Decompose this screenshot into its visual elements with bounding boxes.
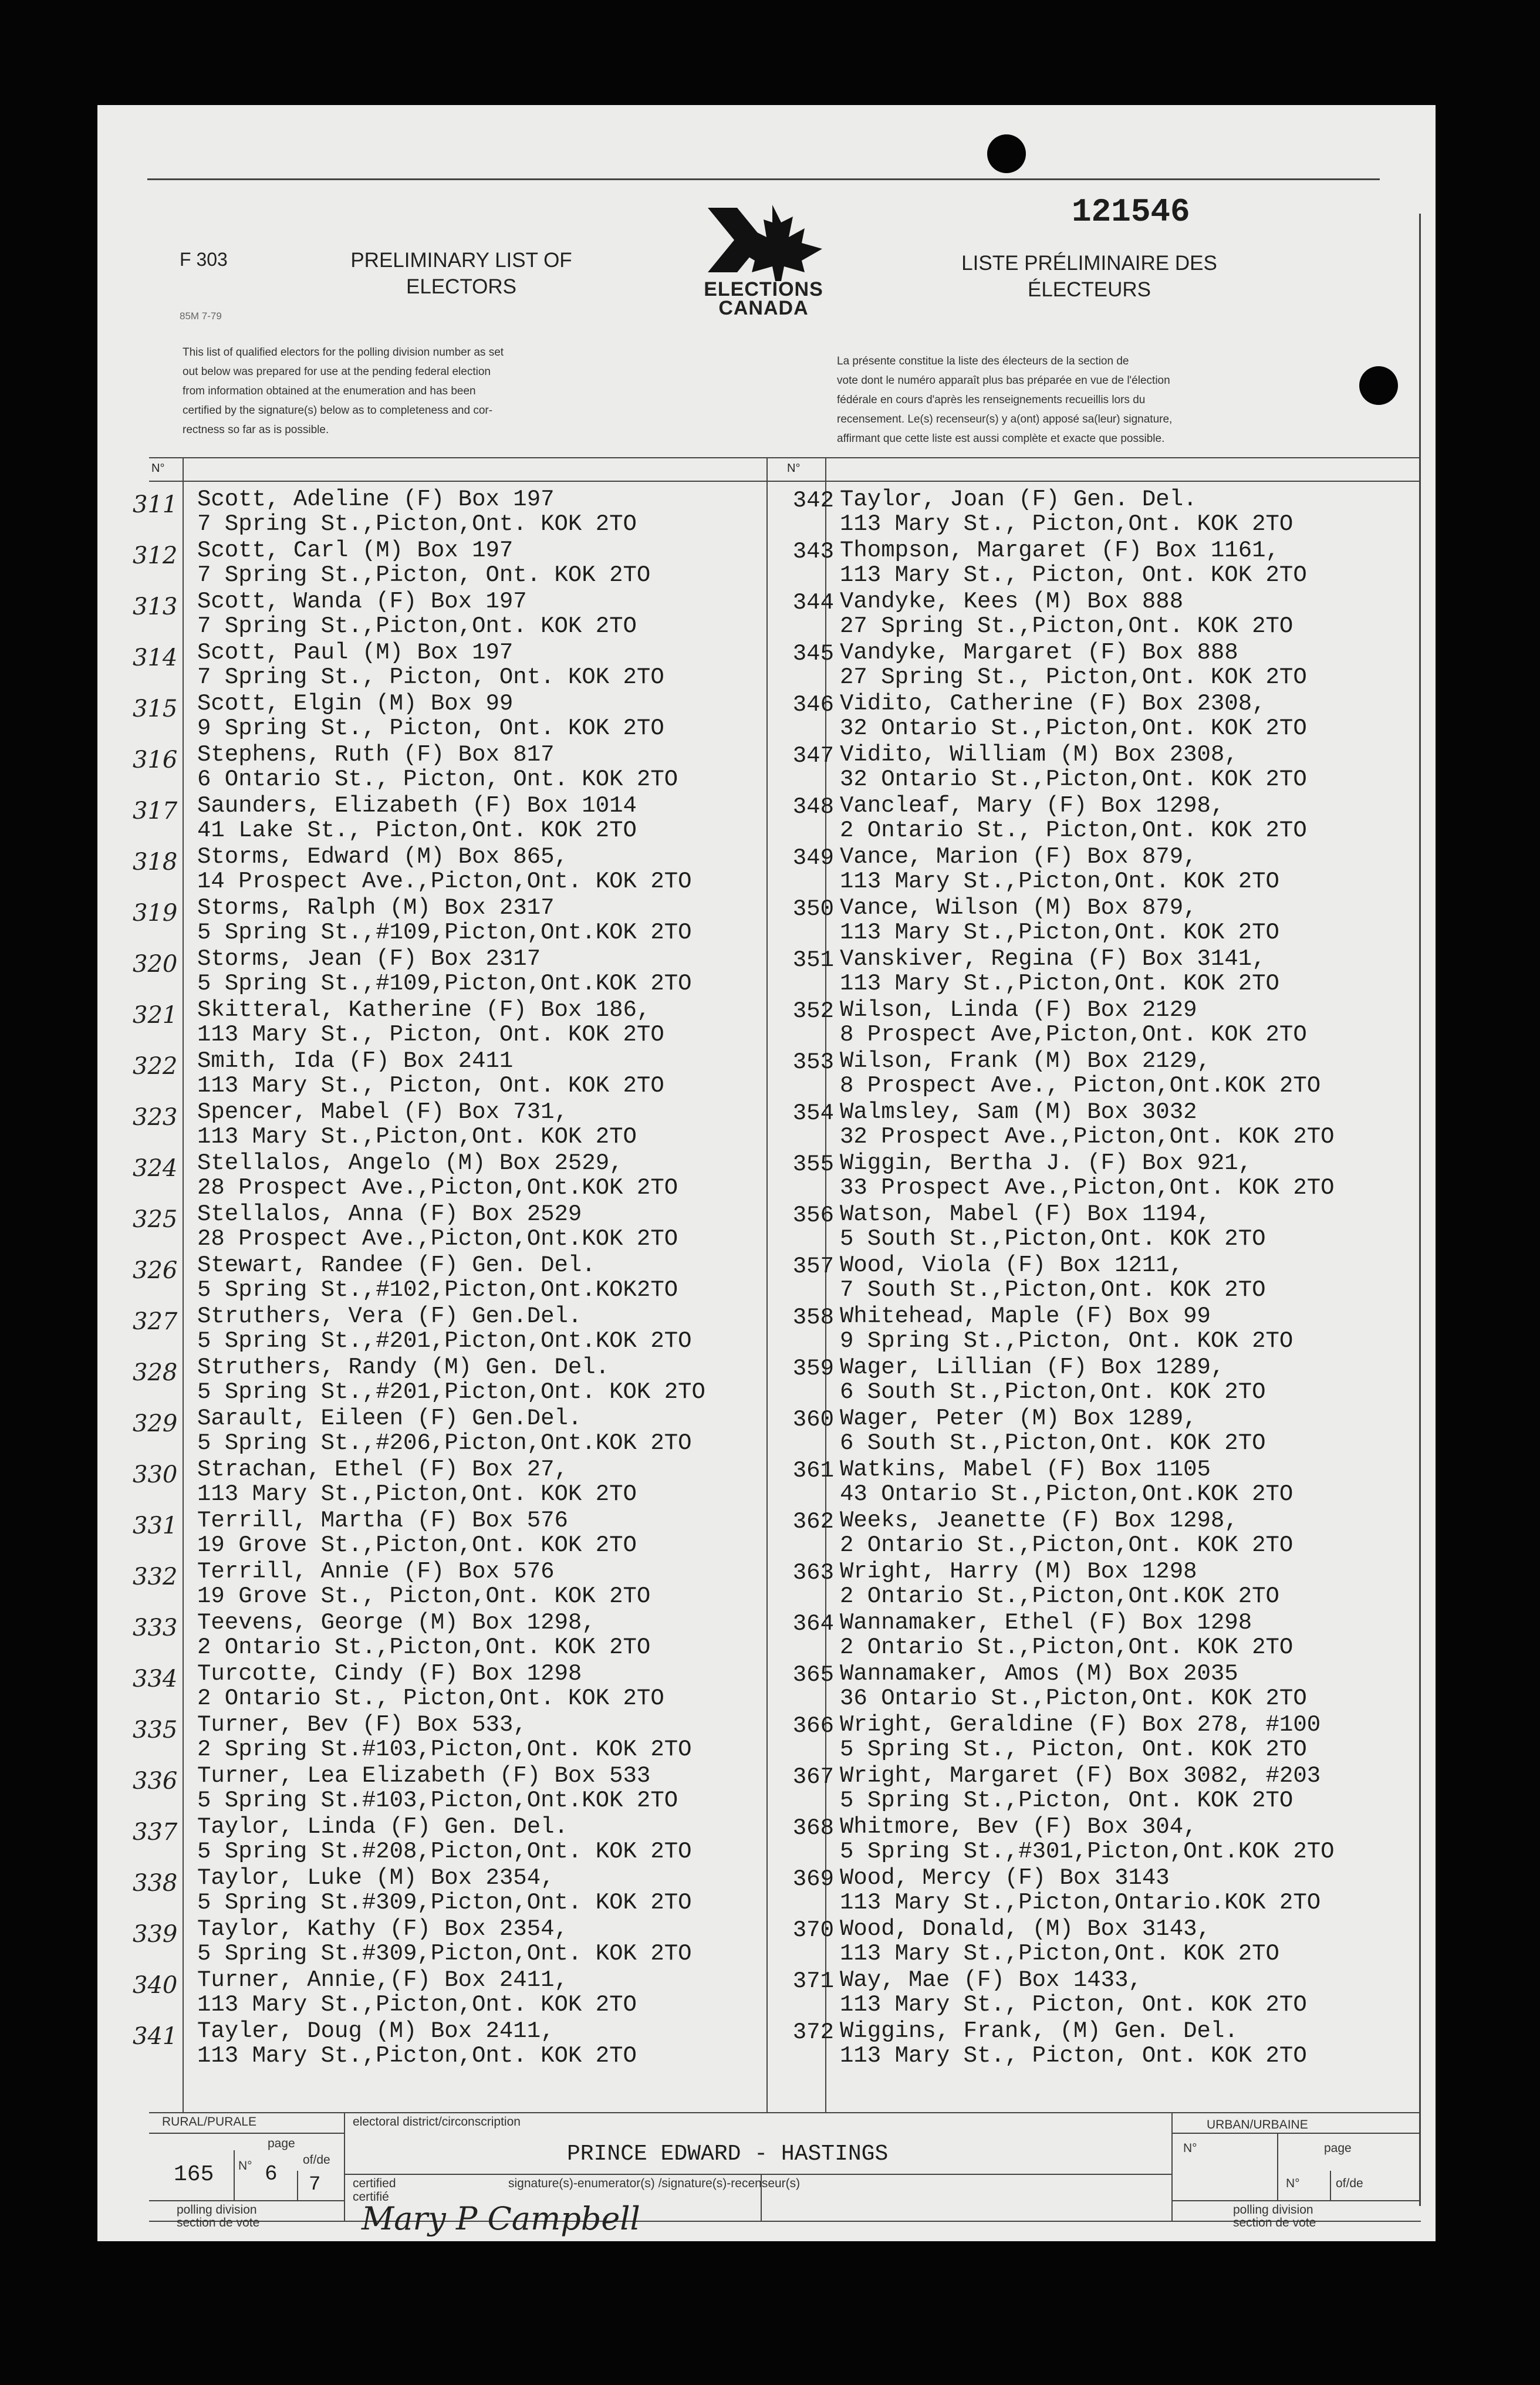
elector-address: 27 Spring St., Picton,Ont. KOK 2TO bbox=[840, 664, 1307, 690]
elector-name: Scott, Carl (M) Box 197 bbox=[197, 538, 514, 563]
footer-bottom-rule bbox=[149, 2221, 1421, 2222]
entry-number: 334 bbox=[133, 1666, 178, 1693]
elector-name: Stellalos, Angelo (M) Box 2529, bbox=[197, 1150, 623, 1176]
signature-label: signature(s)-enumerator(s) /signature(s)-recenseur(s) bbox=[508, 2177, 801, 2190]
entry-number: 347 bbox=[792, 743, 834, 769]
page-number: 6 bbox=[265, 2162, 278, 2186]
form-sub-code: 85M 7-79 bbox=[180, 310, 222, 322]
elector-address: 113 Mary St.,Picton,Ont. KOK 2TO bbox=[840, 971, 1279, 996]
elector-address: 2 Ontario St.,Picton,Ont.KOK 2TO bbox=[840, 1583, 1279, 1609]
footer-left-col2 bbox=[297, 2171, 298, 2200]
urban-of-label: of/de bbox=[1336, 2177, 1363, 2190]
elector-address: 28 Prospect Ave.,Picton,Ont.KOK 2TO bbox=[197, 1175, 678, 1201]
entry-number: 332 bbox=[133, 1563, 178, 1590]
footer-urban-row2 bbox=[1171, 2200, 1421, 2201]
elector-name: Turner, Bev (F) Box 533, bbox=[197, 1712, 527, 1738]
elector-address: 7 South St.,Picton,Ont. KOK 2TO bbox=[840, 1277, 1266, 1303]
elector-address: 113 Mary St., Picton, Ont. KOK 2TO bbox=[197, 1073, 664, 1099]
entry-number: 338 bbox=[133, 1870, 178, 1897]
elector-address: 41 Lake St., Picton,Ont. KOK 2TO bbox=[197, 817, 637, 843]
entry-number: 349 bbox=[792, 845, 834, 871]
intro-english bbox=[183, 343, 722, 440]
document-number: 121546 bbox=[1072, 193, 1190, 231]
elector-name: Struthers, Randy (M) Gen. Del. bbox=[197, 1354, 610, 1380]
urban-page-label: page bbox=[1324, 2141, 1352, 2155]
entry-number: 316 bbox=[133, 746, 178, 773]
entry-number: 312 bbox=[133, 542, 178, 569]
entry-number: 325 bbox=[133, 1206, 178, 1233]
intro-fr-line: La présente constitue la liste des électeurs de la section de bbox=[837, 355, 1129, 367]
elector-address: 5 Spring St., Picton, Ont. KOK 2TO bbox=[840, 1737, 1307, 1762]
elector-address: 2 Spring St.#103,Picton,Ont. KOK 2TO bbox=[197, 1737, 692, 1762]
district-label: electoral district/circonscription bbox=[353, 2115, 521, 2129]
entry-number: 359 bbox=[792, 1356, 834, 1381]
entry-number: 326 bbox=[133, 1257, 178, 1284]
footer-left-row1 bbox=[149, 2133, 344, 2134]
elections-canada-logo bbox=[684, 196, 843, 325]
elector-name: Turner, Annie,(F) Box 2411, bbox=[197, 1967, 568, 1993]
elector-address: 113 Mary St.,Picton,Ont. KOK 2TO bbox=[840, 1941, 1279, 1967]
elector-address: 5 Spring St.#103,Picton,Ont.KOK 2TO bbox=[197, 1788, 678, 1813]
entry-number: 356 bbox=[792, 1202, 834, 1228]
elector-name: Wilson, Linda (F) Box 2129 bbox=[840, 997, 1197, 1023]
elector-address: 113 Mary St., Picton, Ont. KOK 2TO bbox=[840, 1992, 1307, 2018]
elector-name: Weeks, Jeanette (F) Box 1298, bbox=[840, 1508, 1238, 1533]
entry-number: 368 bbox=[792, 1815, 834, 1841]
page-number-label: N° bbox=[238, 2159, 252, 2173]
elector-name: Storms, Ralph (M) Box 2317 bbox=[197, 895, 555, 921]
elector-address: 113 Mary St.,Picton,Ontario.KOK 2TO bbox=[840, 1890, 1321, 1916]
elector-name: Stewart, Randee (F) Gen. Del. bbox=[197, 1252, 596, 1278]
elector-address: 5 Spring St.#309,Picton,Ont. KOK 2TO bbox=[197, 1941, 692, 1967]
elector-name: Storms, Jean (F) Box 2317 bbox=[197, 946, 541, 972]
entry-number: 329 bbox=[133, 1410, 178, 1437]
urban-polling-label-en: polling division bbox=[1233, 2203, 1313, 2217]
footer-urban-col2 bbox=[1330, 2171, 1331, 2200]
intro-en-line: from information obtained at the enumeration and has been bbox=[183, 385, 476, 397]
entry-number: 320 bbox=[133, 951, 178, 978]
elector-name: Saunders, Elizabeth (F) Box 1014 bbox=[197, 793, 637, 819]
entry-number: 357 bbox=[792, 1254, 834, 1279]
elector-address: 113 Mary St.,Picton,Ont. KOK 2TO bbox=[197, 1481, 637, 1507]
entry-number: 352 bbox=[792, 998, 834, 1024]
elector-name: Vandyke, Kees (M) Box 888 bbox=[840, 589, 1184, 614]
entry-number: 314 bbox=[133, 644, 178, 671]
entry-number: 335 bbox=[133, 1717, 178, 1744]
elector-address: 2 Ontario St., Picton,Ont. KOK 2TO bbox=[840, 817, 1307, 843]
elector-address: 113 Mary St.,Picton,Ont. KOK 2TO bbox=[197, 1124, 637, 1150]
entry-number: 367 bbox=[792, 1764, 834, 1790]
title-fr-line2: ÉLECTEURS bbox=[1027, 278, 1151, 301]
elector-name: Sarault, Eileen (F) Gen.Del. bbox=[197, 1406, 582, 1431]
elector-address: 5 South St.,Picton,Ont. KOK 2TO bbox=[840, 1226, 1266, 1252]
entry-number: 336 bbox=[133, 1768, 178, 1795]
entry-number: 337 bbox=[133, 1819, 178, 1846]
elector-name: Stellalos, Anna (F) Box 2529 bbox=[197, 1201, 582, 1227]
polling-number: 165 bbox=[174, 2162, 214, 2187]
elector-name: Taylor, Kathy (F) Box 2354, bbox=[197, 1916, 568, 1942]
logo-text-canada: CANADA bbox=[718, 297, 809, 319]
elector-name: Stephens, Ruth (F) Box 817 bbox=[197, 742, 555, 768]
entry-number: 322 bbox=[133, 1053, 178, 1080]
elector-address: 28 Prospect Ave.,Picton,Ont.KOK 2TO bbox=[197, 1226, 678, 1252]
entry-number: 341 bbox=[133, 2023, 178, 2050]
entry-number: 321 bbox=[133, 1002, 178, 1029]
entry-number: 363 bbox=[792, 1560, 834, 1586]
elector-name: Vandyke, Margaret (F) Box 888 bbox=[840, 640, 1238, 665]
title-fr-line1: LISTE PRÉLIMINAIRE DES bbox=[961, 252, 1217, 275]
elector-name: Walmsley, Sam (M) Box 3032 bbox=[840, 1099, 1197, 1125]
elector-address: 7 Spring St.,Picton, Ont. KOK 2TO bbox=[197, 562, 651, 588]
footer-urban-box-left bbox=[1171, 2112, 1173, 2221]
elector-name: Terrill, Annie (F) Box 576 bbox=[197, 1559, 555, 1585]
entry-number: 339 bbox=[133, 1921, 178, 1948]
entry-number: 340 bbox=[133, 1972, 178, 1999]
elector-name: Wood, Viola (F) Box 1211, bbox=[840, 1252, 1184, 1278]
elector-address: 113 Mary St., Picton, Ont. KOK 2TO bbox=[840, 2043, 1307, 2069]
elector-address: 5 Spring St.#208,Picton,Ont. KOK 2TO bbox=[197, 1839, 692, 1864]
column-header-left: N° bbox=[151, 462, 165, 475]
elector-name: Vanskiver, Regina (F) Box 3141, bbox=[840, 946, 1266, 972]
entry-number: 350 bbox=[792, 896, 834, 922]
elector-address: 113 Mary St., Picton,Ont. KOK 2TO bbox=[840, 511, 1294, 537]
elector-name: Vidito, William (M) Box 2308, bbox=[840, 742, 1238, 768]
enumerator-signature: Mary P Campbell bbox=[362, 2200, 640, 2237]
elector-name: Whitehead, Maple (F) Box 99 bbox=[840, 1303, 1211, 1329]
elector-address: 27 Spring St.,Picton,Ont. KOK 2TO bbox=[840, 613, 1294, 639]
urban-polling-label-fr: section de vote bbox=[1233, 2216, 1316, 2229]
entry-number: 318 bbox=[133, 849, 178, 876]
intro-en-line: certified by the signature(s) below as to completeness and cor- bbox=[183, 404, 493, 417]
elector-address: 5 Spring St.,#109,Picton,Ont.KOK 2TO bbox=[197, 971, 692, 996]
elector-name: Vancleaf, Mary (F) Box 1298, bbox=[840, 793, 1225, 819]
table-top-rule bbox=[149, 457, 1421, 458]
entry-number: 371 bbox=[792, 1968, 834, 1994]
intro-fr-line: vote dont le numéro apparaît plus bas préparée en vue de l'élection bbox=[837, 374, 1170, 387]
footer-left-col bbox=[234, 2150, 235, 2200]
entry-number: 351 bbox=[792, 947, 834, 973]
entry-number: 366 bbox=[792, 1713, 834, 1739]
intro-en-line: out below was prepared for use at the pending federal election bbox=[183, 366, 491, 378]
elector-name: Wiggin, Bertha J. (F) Box 921, bbox=[840, 1150, 1252, 1176]
entry-number: 313 bbox=[133, 593, 178, 620]
elector-name: Wright, Harry (M) Box 1298 bbox=[840, 1559, 1197, 1585]
entry-number: 369 bbox=[792, 1866, 834, 1892]
certified-label-fr: certifié bbox=[353, 2190, 389, 2204]
entry-number: 360 bbox=[792, 1407, 834, 1433]
elector-address: 5 Spring St.,#102,Picton,Ont.KOK2TO bbox=[197, 1277, 678, 1303]
elector-name: Spencer, Mabel (F) Box 731, bbox=[197, 1099, 568, 1125]
entry-number: 323 bbox=[133, 1104, 178, 1131]
elector-address: 5 Spring St.,#109,Picton,Ont.KOK 2TO bbox=[197, 920, 692, 945]
page-total: 7 bbox=[309, 2174, 321, 2196]
elector-address: 7 Spring St.,Picton,Ont. KOK 2TO bbox=[197, 613, 637, 639]
elector-address: 9 Spring St.,Picton, Ont. KOK 2TO bbox=[840, 1328, 1294, 1354]
elector-address: 9 Spring St., Picton, Ont. KOK 2TO bbox=[197, 715, 664, 741]
right-frame bbox=[1419, 214, 1421, 2206]
footer-district-rule bbox=[344, 2174, 1171, 2175]
elector-address: 2 Ontario St.,Picton,Ont. KOK 2TO bbox=[840, 1634, 1294, 1660]
form-sheet bbox=[97, 105, 1436, 2241]
elector-address: 7 Spring St.,Picton,Ont. KOK 2TO bbox=[197, 511, 637, 537]
elector-name: Wood, Mercy (F) Box 3143 bbox=[840, 1865, 1170, 1891]
elector-name: Turner, Lea Elizabeth (F) Box 533 bbox=[197, 1763, 651, 1789]
elector-address: 5 Spring St.,#201,Picton,Ont.KOK 2TO bbox=[197, 1328, 692, 1354]
elector-address: 32 Prospect Ave.,Picton,Ont. KOK 2TO bbox=[840, 1124, 1335, 1150]
entry-number: 317 bbox=[133, 798, 178, 825]
entry-number: 346 bbox=[792, 692, 834, 718]
elector-name: Thompson, Margaret (F) Box 1161, bbox=[840, 538, 1279, 563]
entry-number: 370 bbox=[792, 1917, 834, 1943]
elector-address: 7 Spring St., Picton, Ont. KOK 2TO bbox=[197, 664, 664, 690]
entry-number: 355 bbox=[792, 1151, 834, 1177]
entry-number: 358 bbox=[792, 1305, 834, 1330]
elector-name: Wood, Donald, (M) Box 3143, bbox=[840, 1916, 1211, 1942]
elector-address: 2 Ontario St.,Picton,Ont. KOK 2TO bbox=[840, 1532, 1294, 1558]
entry-number: 372 bbox=[792, 2019, 834, 2045]
elector-address: 113 Mary St.,Picton,Ont. KOK 2TO bbox=[840, 920, 1279, 945]
entry-number: 362 bbox=[792, 1509, 834, 1535]
elector-name: Wager, Lillian (F) Box 1289, bbox=[840, 1354, 1225, 1380]
title-en-line1: PRELIMINARY LIST OF bbox=[350, 249, 572, 272]
elector-address: 113 Mary St.,Picton,Ont. KOK 2TO bbox=[840, 869, 1279, 894]
entry-number: 327 bbox=[133, 1308, 178, 1335]
elector-address: 113 Mary St., Picton, Ont. KOK 2TO bbox=[197, 1022, 664, 1048]
rural-label: RURAL/PURALE bbox=[162, 2115, 257, 2129]
intro-en-line: rectness so far as is possible. bbox=[183, 424, 329, 436]
elector-address: 19 Grove St.,Picton,Ont. KOK 2TO bbox=[197, 1532, 637, 1558]
elector-name: Way, Mae (F) Box 1433, bbox=[840, 1967, 1142, 1993]
footer-left-row2 bbox=[149, 2200, 344, 2201]
entry-number: 324 bbox=[133, 1155, 178, 1182]
entry-number: 353 bbox=[792, 1049, 834, 1075]
intro-fr-line: fédérale en cours d'après les renseignements recueillis lors du bbox=[837, 394, 1146, 406]
top-rule bbox=[147, 178, 1380, 180]
urban-no-label: N° bbox=[1183, 2141, 1197, 2155]
elector-name: Skitteral, Katherine (F) Box 186, bbox=[197, 997, 651, 1023]
entry-number: 330 bbox=[133, 1461, 178, 1488]
form-code: F 303 bbox=[180, 249, 228, 270]
elector-name: Taylor, Linda (F) Gen. Del. bbox=[197, 1814, 568, 1840]
entry-number: 345 bbox=[792, 641, 834, 667]
footer-top-rule bbox=[149, 2112, 1421, 2113]
urban-label: URBAN/URBAINE bbox=[1207, 2118, 1308, 2131]
footer-urban-row1 bbox=[1171, 2133, 1421, 2134]
elector-address: 6 South St.,Picton,Ont. KOK 2TO bbox=[840, 1430, 1266, 1456]
intro-french bbox=[837, 352, 1371, 448]
entry-number: 361 bbox=[792, 1458, 834, 1484]
elector-address: 33 Prospect Ave.,Picton,Ont. KOK 2TO bbox=[840, 1175, 1335, 1201]
rural-page-label: page bbox=[268, 2137, 295, 2150]
punch-hole-top bbox=[987, 134, 1026, 173]
elector-address: 8 Prospect Ave., Picton,Ont.KOK 2TO bbox=[840, 1073, 1321, 1099]
footer-left-box-right bbox=[344, 2112, 345, 2221]
elector-name: Wilson, Frank (M) Box 2129, bbox=[840, 1048, 1211, 1074]
elector-address: 32 Ontario St.,Picton,Ont. KOK 2TO bbox=[840, 766, 1307, 792]
intro-fr-line: recensement. Le(s) recenseur(s) y a(ont) apposé sa(leur) signature, bbox=[837, 413, 1173, 425]
entry-number: 343 bbox=[792, 539, 834, 565]
entry-number: 348 bbox=[792, 794, 834, 820]
entry-number: 364 bbox=[792, 1611, 834, 1637]
left-number-divider bbox=[183, 457, 184, 2112]
elector-address: 5 Spring St.,#201,Picton,Ont. KOK 2TO bbox=[197, 1379, 705, 1405]
elector-name: Watkins, Mabel (F) Box 1105 bbox=[840, 1457, 1211, 1482]
intro-fr-line: affirmant que cette liste est aussi complète et exacte que possible. bbox=[837, 433, 1165, 445]
elector-name: Wager, Peter (M) Box 1289, bbox=[840, 1406, 1197, 1431]
elector-name: Wright, Geraldine (F) Box 278, #100 bbox=[840, 1712, 1321, 1738]
entry-number: 319 bbox=[133, 900, 178, 927]
elector-name: Watson, Mabel (F) Box 1194, bbox=[840, 1201, 1211, 1227]
elector-name: Wiggins, Frank, (M) Gen. Del. bbox=[840, 2018, 1238, 2044]
elector-address: 6 South St.,Picton,Ont. KOK 2TO bbox=[840, 1379, 1266, 1405]
title-en-line2: ELECTORS bbox=[406, 275, 517, 298]
entry-number: 311 bbox=[133, 491, 178, 518]
elector-address: 14 Prospect Ave.,Picton,Ont. KOK 2TO bbox=[197, 869, 692, 894]
column-header-right: N° bbox=[787, 462, 801, 475]
elector-address: 19 Grove St., Picton,Ont. KOK 2TO bbox=[197, 1583, 651, 1609]
elector-name: Smith, Ida (F) Box 2411 bbox=[197, 1048, 514, 1074]
elector-address: 43 Ontario St.,Picton,Ont.KOK 2TO bbox=[840, 1481, 1294, 1507]
entry-number: 333 bbox=[133, 1614, 178, 1641]
polling-division-label-fr: section de vote bbox=[177, 2216, 260, 2229]
entry-number: 354 bbox=[792, 1100, 834, 1126]
elector-name: Taylor, Joan (F) Gen. Del. bbox=[840, 487, 1197, 512]
elector-name: Strachan, Ethel (F) Box 27, bbox=[197, 1457, 568, 1482]
entry-number: 365 bbox=[792, 1662, 834, 1688]
elector-name: Teevens, George (M) Box 1298, bbox=[197, 1610, 596, 1636]
elector-name: Vidito, Catherine (F) Box 2308, bbox=[840, 691, 1266, 717]
elector-name: Vance, Wilson (M) Box 879, bbox=[840, 895, 1197, 921]
elector-address: 32 Ontario St.,Picton,Ont. KOK 2TO bbox=[840, 715, 1307, 741]
elector-name: Scott, Paul (M) Box 197 bbox=[197, 640, 514, 665]
elector-address: 113 Mary St., Picton, Ont. KOK 2TO bbox=[840, 562, 1307, 588]
entry-number: 344 bbox=[792, 590, 834, 616]
page-of-label: of/de bbox=[303, 2153, 330, 2167]
elector-name: Whitmore, Bev (F) Box 304, bbox=[840, 1814, 1197, 1840]
district-name: PRINCE EDWARD - HASTINGS bbox=[567, 2141, 889, 2167]
elector-name: Wright, Margaret (F) Box 3082, #203 bbox=[840, 1763, 1321, 1789]
elector-name: Scott, Adeline (F) Box 197 bbox=[197, 487, 555, 512]
elector-address: 113 Mary St.,Picton,Ont. KOK 2TO bbox=[197, 1992, 637, 2018]
elector-name: Tayler, Doug (M) Box 2411, bbox=[197, 2018, 555, 2044]
elector-address: 8 Prospect Ave,Picton,Ont. KOK 2TO bbox=[840, 1022, 1307, 1048]
elector-name: Wannamaker, Ethel (F) Box 1298 bbox=[840, 1610, 1252, 1636]
urban-no2-label: N° bbox=[1286, 2177, 1300, 2190]
elector-name: Vance, Marion (F) Box 879, bbox=[840, 844, 1197, 870]
elector-name: Struthers, Vera (F) Gen.Del. bbox=[197, 1303, 582, 1329]
logo-text-elections: ELECTIONS bbox=[704, 278, 823, 300]
elector-name: Scott, Wanda (F) Box 197 bbox=[197, 589, 527, 614]
elector-name: Taylor, Luke (M) Box 2354, bbox=[197, 1865, 555, 1891]
table-header-rule bbox=[149, 481, 1421, 482]
elector-address: 5 Spring St.,#301,Picton,Ont.KOK 2TO bbox=[840, 1839, 1335, 1864]
elector-address: 5 Spring St.,Picton, Ont. KOK 2TO bbox=[840, 1788, 1294, 1813]
elector-address: 5 Spring St.,#206,Picton,Ont.KOK 2TO bbox=[197, 1430, 692, 1456]
elector-address: 2 Ontario St., Picton,Ont. KOK 2TO bbox=[197, 1685, 664, 1711]
polling-division-label-en: polling division bbox=[177, 2203, 257, 2217]
elector-name: Wannamaker, Amos (M) Box 2035 bbox=[840, 1661, 1238, 1687]
footer-urban-col bbox=[1277, 2133, 1278, 2200]
entry-number: 342 bbox=[792, 488, 834, 514]
elector-address: 113 Mary St.,Picton,Ont. KOK 2TO bbox=[197, 2043, 637, 2069]
certified-label-en: certified bbox=[353, 2177, 396, 2190]
entry-number: 328 bbox=[133, 1359, 178, 1386]
elector-address: 36 Ontario St.,Picton,Ont. KOK 2TO bbox=[840, 1685, 1307, 1711]
entry-number: 331 bbox=[133, 1512, 178, 1539]
intro-en-line: This list of qualified electors for the polling division number as set bbox=[183, 346, 504, 359]
elector-address: 5 Spring St.#309,Picton,Ont. KOK 2TO bbox=[197, 1890, 692, 1916]
elector-name: Terrill, Martha (F) Box 576 bbox=[197, 1508, 568, 1533]
entry-number: 315 bbox=[133, 695, 178, 722]
elector-address: 6 Ontario St., Picton, Ont. KOK 2TO bbox=[197, 766, 678, 792]
elector-name: Scott, Elgin (M) Box 99 bbox=[197, 691, 514, 717]
elector-name: Storms, Edward (M) Box 865, bbox=[197, 844, 568, 870]
elector-address: 2 Ontario St.,Picton,Ont. KOK 2TO bbox=[197, 1634, 651, 1660]
elector-name: Turcotte, Cindy (F) Box 1298 bbox=[197, 1661, 582, 1687]
